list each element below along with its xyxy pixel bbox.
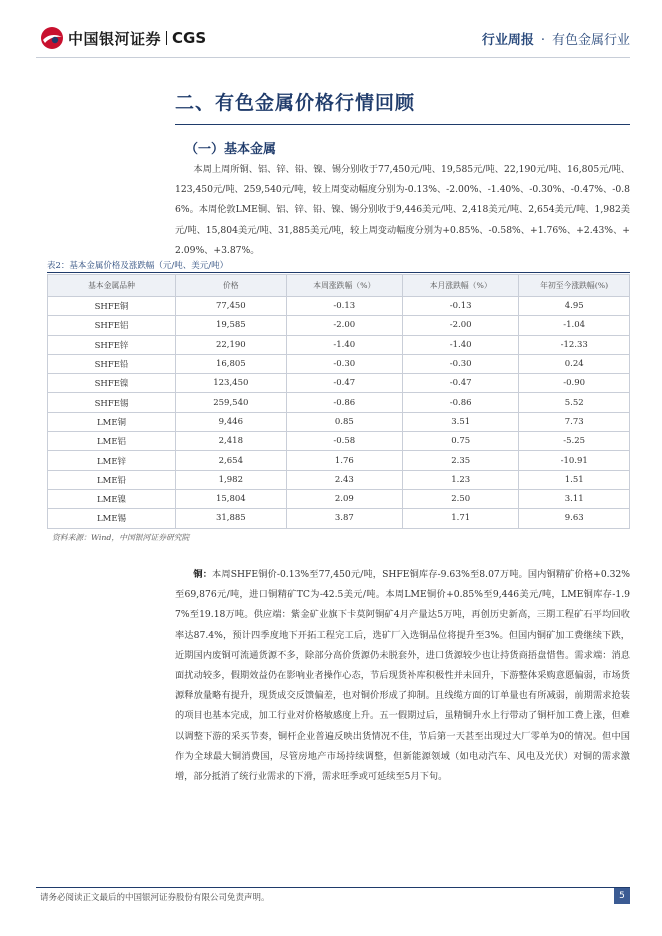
section-title: 二、有色金属价格行情回顾: [175, 92, 416, 114]
footer-disclaimer: 请务必阅读正文最后的中国银河证券股份有限公司免责声明。: [40, 893, 270, 903]
cell-ytd-change: 9.63: [519, 509, 630, 528]
cell-price: 16,805: [176, 354, 287, 373]
cell-metal: SHFE铝: [48, 316, 176, 335]
cell-monthly-change: 3.51: [403, 412, 519, 431]
table-row: [48, 432, 630, 451]
table-row: [48, 470, 630, 489]
subsection-title: （一）基本金属: [185, 142, 277, 157]
table-caption: 表2：基本金属价格及涨跌幅（元/吨、美元/吨）: [47, 261, 229, 271]
table-row: [48, 354, 630, 373]
col-header-price: 价格: [176, 275, 287, 297]
cell-ytd-change: -0.90: [519, 374, 630, 393]
cell-price: 1,982: [176, 470, 287, 489]
table-header-row: [48, 275, 630, 297]
table-row: [48, 489, 630, 508]
price-summary-paragraph: 本周上周所铜、铝、锌、铅、镍、锡分别收于77,450元/吨、19,585元/吨、22,190元/吨、16,805元/吨、123,450元/吨、259,540元/吨，较上周变动幅度分别为-0.13%、-2.00%、-1.40%、-0.30%、-0.47%、-0.86%。本周伦敦LME铜、铝、锌、铅、镍、锡分别收于9,446美元/吨、2,418美元/吨、2,654美元/吨、1,982美元/吨、15,804美元/吨、31,885美元/吨，较上周变动幅度分别为+0.85%、-0.58%、+1.76%、+2.43%、+2.09%、+3.87%。: [175, 164, 630, 256]
copper-lead-label: 铜：: [193, 569, 213, 580]
metal-price-table: [47, 274, 630, 529]
cell-weekly-change: 3.87: [286, 509, 402, 528]
cell-ytd-change: 1.51: [519, 470, 630, 489]
cell-ytd-change: -5.25: [519, 432, 630, 451]
cell-price: 2,654: [176, 451, 287, 470]
col-header-weekly-change: 本周涨跌幅（%）: [286, 275, 402, 297]
industry-label: 有色金属行业: [551, 33, 630, 48]
table-row: [48, 509, 630, 528]
cell-ytd-change: 7.73: [519, 412, 630, 431]
cell-monthly-change: -0.47: [403, 374, 519, 393]
table-row: [48, 335, 630, 354]
cell-monthly-change: 2.50: [403, 489, 519, 508]
header-separator: ·: [540, 33, 545, 48]
cell-monthly-change: -0.86: [403, 393, 519, 412]
section-divider: [175, 124, 630, 125]
table-row: [48, 451, 630, 470]
copper-analysis-text: 本周SHFE铜价-0.13%至77,450元/吨，SHFE铜库存-9.63%至8.07万吨。国内铜精矿价格+0.32%至69,876元/吨，进口铜精矿TC为-42.5美元/吨。本周LME铜价+0.85%至9,446美元/吨，LME铜库存-1.97%至19.18万吨。供应端：紫金矿业旗下卡莫阿铜矿4月产量达5万吨，再创历史新高，三期工程矿石平均回收率达87.4%，预计四季度地下开拓工程完工后，选矿厂入选铜品位将提升至3%。但国内铜矿加工费继续下跌，近期国内废铜可流通货源不多，除部分高价货源仍未脱套外，进口货源较少也让持货商捂盘惜售。需求端：消息面扰动较多，假期效益仍在影响业者操作心态，节后现货补库积极性并未回升，下游整体采购意愿偏弱，市场货源释放量略有提升，现货成交反馈偏差，也对铜价形成了抑制。且线缆方面的订单量也有所减弱，前期需求抢装的项目也基本完成，加工行业对价格敏感度上升。五一假期过后，虽精铜升水上行带动了铜杆加工费上涨，但难以调整下游的采买节奏，铜杆企业普遍反映出货情况不佳，节后第一天甚至出现过大厂零单为0的情况。但中国作为全球最大铜消费国，尽管房地产市场持续调整，但新能源领域（如电动汽车、风电及光伏）对铜的需求激增，部分抵消了统行业需求的下滑，需求旺季或可延续至5月下旬。: [175, 569, 630, 783]
cell-price: 9,446: [176, 412, 287, 431]
cell-ytd-change: -10.91: [519, 451, 630, 470]
cell-metal: SHFE锌: [48, 335, 176, 354]
table-row: [48, 393, 630, 412]
table-row: [48, 316, 630, 335]
company-logo: [40, 26, 206, 50]
col-header-metal: 基本金属品种: [48, 275, 176, 297]
cell-price: 15,804: [176, 489, 287, 508]
cell-price: 259,540: [176, 393, 287, 412]
col-header-monthly-change: 本月涨跌幅（%）: [403, 275, 519, 297]
table-source: 资料来源：Wind，中国银河证券研究院: [52, 533, 190, 542]
cell-weekly-change: 2.43: [286, 470, 402, 489]
cell-ytd-change: -1.04: [519, 316, 630, 335]
cell-monthly-change: -1.40: [403, 335, 519, 354]
cell-price: 77,450: [176, 297, 287, 316]
cell-weekly-change: -1.40: [286, 335, 402, 354]
table-row: [48, 297, 630, 316]
cell-metal: LME锡: [48, 509, 176, 528]
cell-monthly-change: -0.13: [403, 297, 519, 316]
header-divider: [36, 57, 630, 58]
cell-price: 123,450: [176, 374, 287, 393]
cell-price: 19,585: [176, 316, 287, 335]
logo-text-cn: 中国银河证券: [68, 29, 162, 48]
report-category: [482, 29, 630, 48]
cell-monthly-change: 1.23: [403, 470, 519, 489]
logo-divider: [166, 31, 167, 45]
page-header: [0, 0, 662, 64]
cell-metal: SHFE铜: [48, 297, 176, 316]
logo-text-en: CGS: [172, 29, 207, 47]
cell-monthly-change: 1.71: [403, 509, 519, 528]
cell-weekly-change: -0.86: [286, 393, 402, 412]
cell-weekly-change: -0.47: [286, 374, 402, 393]
cell-monthly-change: -0.30: [403, 354, 519, 373]
cell-ytd-change: 3.11: [519, 489, 630, 508]
page-number: 5: [614, 888, 630, 904]
cell-metal: SHFE铅: [48, 354, 176, 373]
cell-metal: SHFE镍: [48, 374, 176, 393]
galaxy-logo-icon: [40, 26, 64, 50]
cell-weekly-change: 0.85: [286, 412, 402, 431]
table-row: [48, 374, 630, 393]
table-body: [48, 297, 630, 529]
cell-weekly-change: -0.13: [286, 297, 402, 316]
col-header-ytd-change: 年初至今涨跌幅(%): [519, 275, 630, 297]
copper-analysis-paragraph: [175, 565, 630, 787]
cell-ytd-change: 0.24: [519, 354, 630, 373]
cell-monthly-change: -2.00: [403, 316, 519, 335]
cell-ytd-change: 5.52: [519, 393, 630, 412]
cell-weekly-change: 2.09: [286, 489, 402, 508]
cell-metal: LME铅: [48, 470, 176, 489]
cell-price: 2,418: [176, 432, 287, 451]
table-top-rule: [47, 272, 630, 273]
cell-metal: LME铝: [48, 432, 176, 451]
cell-metal: SHFE锡: [48, 393, 176, 412]
cell-metal: LME铜: [48, 412, 176, 431]
cell-weekly-change: -0.30: [286, 354, 402, 373]
cell-monthly-change: 0.75: [403, 432, 519, 451]
cell-weekly-change: -2.00: [286, 316, 402, 335]
cell-ytd-change: -12.33: [519, 335, 630, 354]
cell-price: 31,885: [176, 509, 287, 528]
cell-ytd-change: 4.95: [519, 297, 630, 316]
cell-weekly-change: -0.58: [286, 432, 402, 451]
cell-metal: LME镍: [48, 489, 176, 508]
cell-weekly-change: 1.76: [286, 451, 402, 470]
footer-divider: [36, 887, 630, 888]
report-type-label: 行业周报: [481, 33, 534, 48]
cell-monthly-change: 2.35: [403, 451, 519, 470]
table-row: [48, 412, 630, 431]
cell-price: 22,190: [176, 335, 287, 354]
cell-metal: LME锌: [48, 451, 176, 470]
